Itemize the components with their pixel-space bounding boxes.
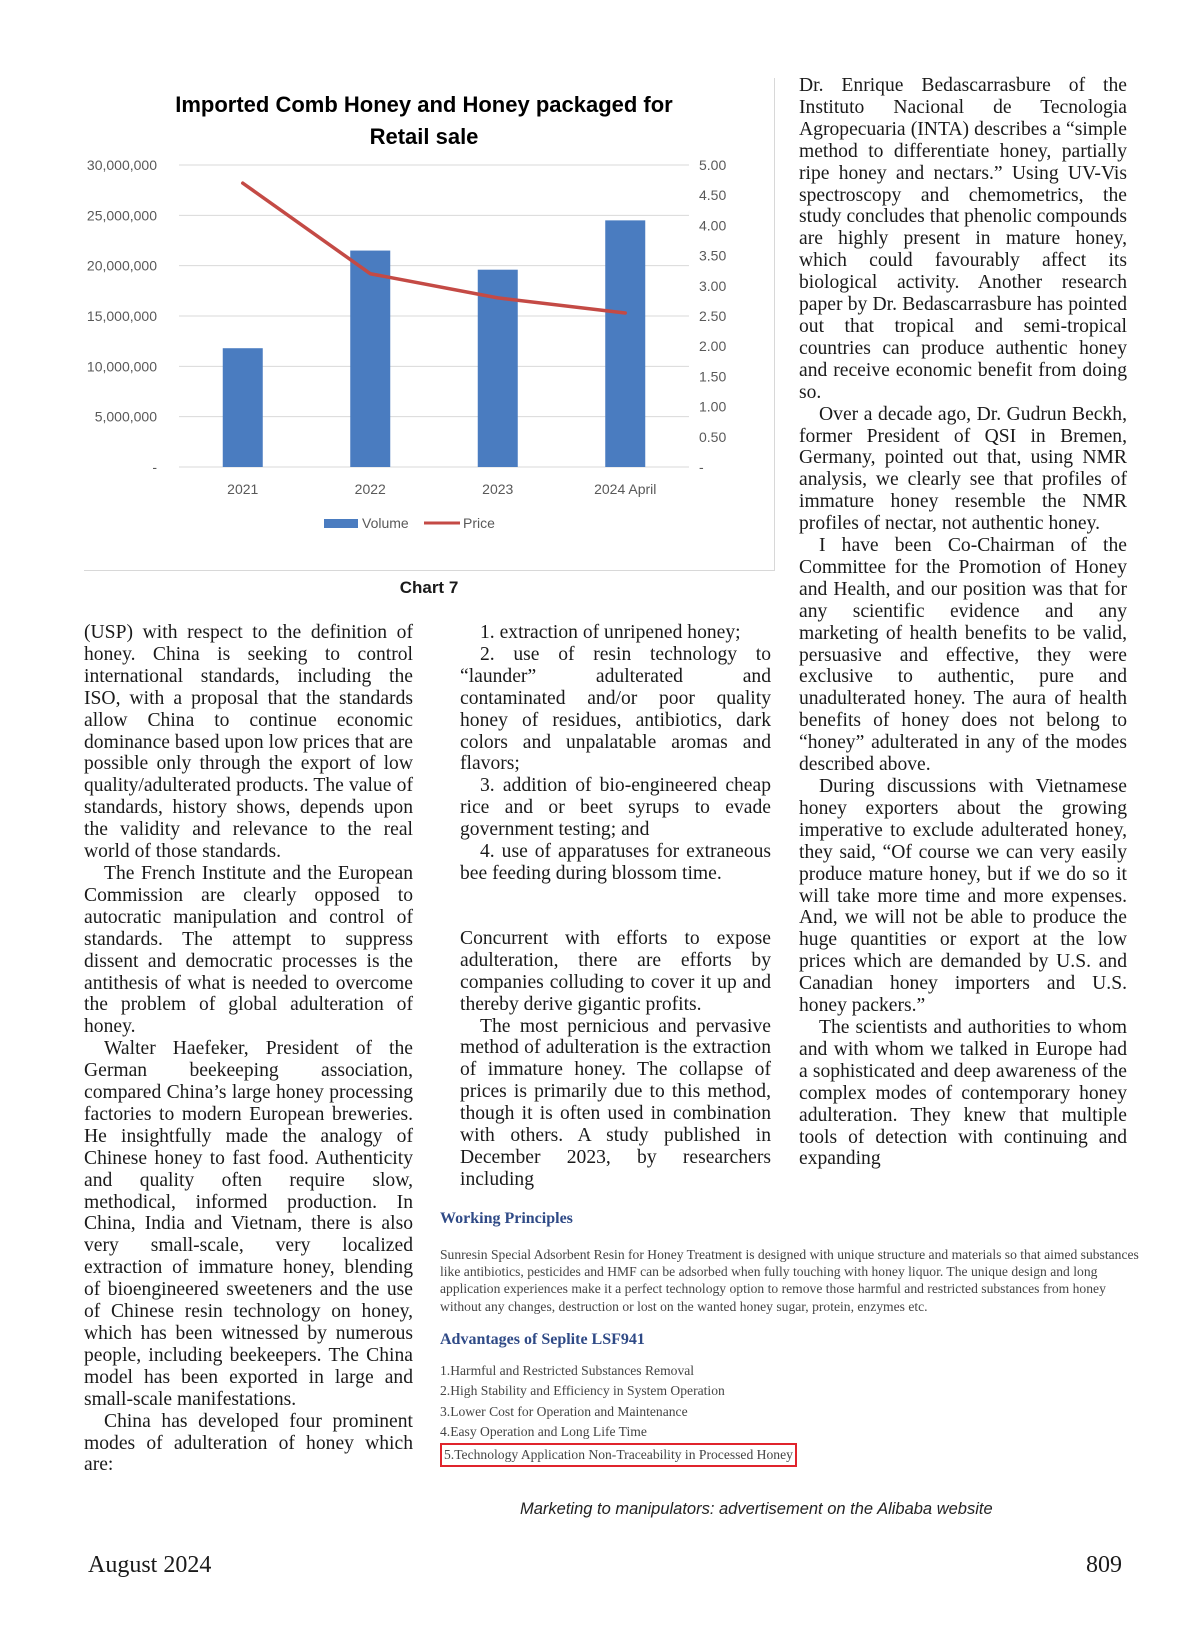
middle-column [460,622,771,1191]
paragraph: China has developed four prominent modes of adulteration of honey which are: [84,1410,413,1476]
page-number: 809 [1086,1552,1122,1578]
right-axis-tick-label: 3.50 [699,247,727,264]
paragraph: Walter Haefeker, President of the German beekeeping association, compared China’s large honey processing factories to modern European breweries. He insightfully made the analogy of Chinese honey to fast food. Authenticity and quality often require slow, methodical, informed production. In China, India and Vietnam, there is also very small-scale, very localized extraction of immature honey, blending of bioengineered sweeteners and the use of Chinese resin technology on honey, which has been witnessed by numerous people, including beekeepers. The China model has been exported in large and small-scale manifestations. [84,1038,413,1410]
category-label: 2023 [482,481,514,497]
category-label: 2022 [354,481,386,497]
paragraph: Dr. Enrique Bedascarrasbure of the Instituto Nacional de Tecnologia Agropecuaria (INTA) describes a “simple method to differentiate honey, partially ripe honey and nectars.” Using UV-Vis spectroscopy and chemometrics, the study concludes that phenolic compounds are highly present in mature honey, which could favourably affect its biological activity. Another research paper by Dr. Bedascarrasbure has pointed out that tropical and semi-tropical countries can produce authentic honey and receive economic benefit from doing so. [799,75,1127,403]
right-axis-tick-label: 5.00 [699,157,727,173]
legend-price-label: Price [463,515,495,531]
right-column [799,75,1127,1170]
paragraph: The most pernicious and pervasive method of adulteration is the extraction of immature honey. The collapse of prices is primarily due to this method, though it is often used in combination with others. A study published in December 2023, by researchers including [460,1015,771,1190]
right-axis-tick-label: 2.50 [699,308,727,324]
ad-advantages-list [440,1361,1140,1468]
left-axis-tick-label: 10,000,000 [86,358,157,375]
paragraph: I have been Co-Chairman of the Committee for the Promotion of Honey and Health, and our position was that for any scientific evidence and any marketing of health benefits to be valid, persuasive and effective, they were exclusive to authentic, pure and unadulterated honey. The aura of health benefits of honey does not belong to “honey” adulterated in any of the modes described above. [799,535,1127,776]
left-axis-tick-label: 5,000,000 [94,408,157,425]
paragraph: Concurrent with efforts to expose adulteration, there are efforts by companies colluding to cover it up and thereby derive gigantic profits. [460,927,771,1015]
chart-title-line2: Retail sale [369,124,479,149]
left-axis-tick-label: 25,000,000 [86,207,157,224]
left-axis-tick-label: 30,000,000 [86,157,157,173]
right-axis-tick-label: 4.00 [699,217,727,234]
chart-legend [324,515,495,531]
paragraph: Over a decade ago, Dr. Gudrun Beckh, former President of QSI in Bremen, Germany, pointed out that, using NMR analysis, we clearly see that profiles of immature honey resemble the NMR profiles of nectar, not authentic honey. [799,403,1127,535]
ad-highlighted-advantage: 5.Technology Application Non-Traceability in Processed Honey [440,1443,797,1468]
ad-heading-working-principles: Working Principles [440,1210,573,1227]
legend-volume-label: Volume [362,515,409,531]
paragraph: (USP) with respect to the definition of honey. China is seeking to control international standards, including the ISO, with a proposal that the standards allow China to continue economic dominance based upon low prices that are possible only through the export of low quality/adulterated products. The value of standards, history shows, depends upon the validity and relevance to the real world of those standards. [84,622,413,863]
ad-advantage-item: 2.High Stability and Efficiency in System Operation [440,1383,725,1399]
chart-7 [84,78,775,571]
right-axis-tick-label: 1.00 [699,398,727,415]
ad-advantage-item: 1.Harmful and Restricted Substances Removal [440,1362,695,1378]
combo-chart [84,78,774,570]
left-axis-tick-label: 20,000,000 [86,257,157,274]
right-axis-tick-label: 1.50 [699,368,727,385]
right-axis-tick-label: - [699,459,704,475]
left-axis-tick-label: - [152,459,157,475]
list-item: 1. extraction of unripened honey; [480,622,741,643]
left-column [84,622,413,1476]
paragraph: The scientists and authorities to whom and with whom we talked in Europe had a sophisticated and deep awareness of the complex modes of contemporary honey adulteration. They knew that multiple tools of detection with continuing and expanding [799,1016,1127,1170]
paragraph: During discussions with Vietnamese honey exporters about the growing imperative to exclude adulterated honey, they said, “Of course we can very easily produce mature honey, but if we do so it will take more time and more expenses. And, we will not be able to produce the huge quantities or export at the low prices which are demanded by U.S. and Canadian honey importers and U.S. honey packers.” [799,776,1127,1017]
ad-advantage-item: 4.Easy Operation and Long Life Time [440,1424,647,1440]
right-axis-tick-label: 0.50 [699,428,727,445]
list-item: 3. addition of bio-engineered cheap rice and or beet syrups to evade government testing; and [460,775,771,841]
category-label: 2021 [227,481,259,497]
volume-bar [223,348,263,467]
ad-body-text: Sunresin Special Adsorbent Resin for Honey Treatment is designed with unique structure and materials so that aimed substances like antibiotics, pesticides and HMF can be adsorbed when fully touching with honey liquor. The unique design and long application experiences make it a perfect technology option to remove those harmful and restricted substances from honey without any changes, destruction or lost on the wanted honey sugar, protein, enzymes etc. [440,1247,1139,1314]
paragraph: The French Institute and the European Commission are clearly opposed to autocratic manipulation and control of standards. The attempt to suppress dissent and democratic processes is the antithesis of what is needed to overcome the problem of global adulteration of honey. [84,862,413,1038]
ad-caption: Marketing to manipulators: advertisement on the Alibaba website [520,1500,993,1518]
list-item: 2. use of resin technology to “launder” adulterated and contaminated and/or poor quality honey of residues, antibiotics, dark colors and unpalatable aromas and flavors; [460,643,771,775]
right-axis-tick-label: 3.00 [699,277,727,294]
chart-caption: Chart 7 [399,578,459,597]
ad-heading-advantages: Advantages of Seplite LSF941 [440,1330,645,1348]
volume-bar [605,220,645,467]
alibaba-advertisement [440,1210,1140,1500]
chart-title-line1: Imported Comb Honey and Honey packaged for [175,92,673,117]
price-line [243,183,626,313]
category-label: 2024 April [594,481,657,497]
ad-advantage-item: 3.Lower Cost for Operation and Maintenance [440,1403,688,1419]
footer-date: August 2024 [88,1552,212,1578]
left-axis-tick-label: 15,000,000 [86,308,157,324]
list-item: 4. use of apparatuses for extraneous bee feeding during blossom time. [460,841,771,884]
legend-volume-swatch [324,519,358,528]
right-axis-tick-label: 4.50 [699,187,727,204]
volume-bar [350,251,390,467]
right-axis-tick-label: 2.00 [699,338,727,355]
